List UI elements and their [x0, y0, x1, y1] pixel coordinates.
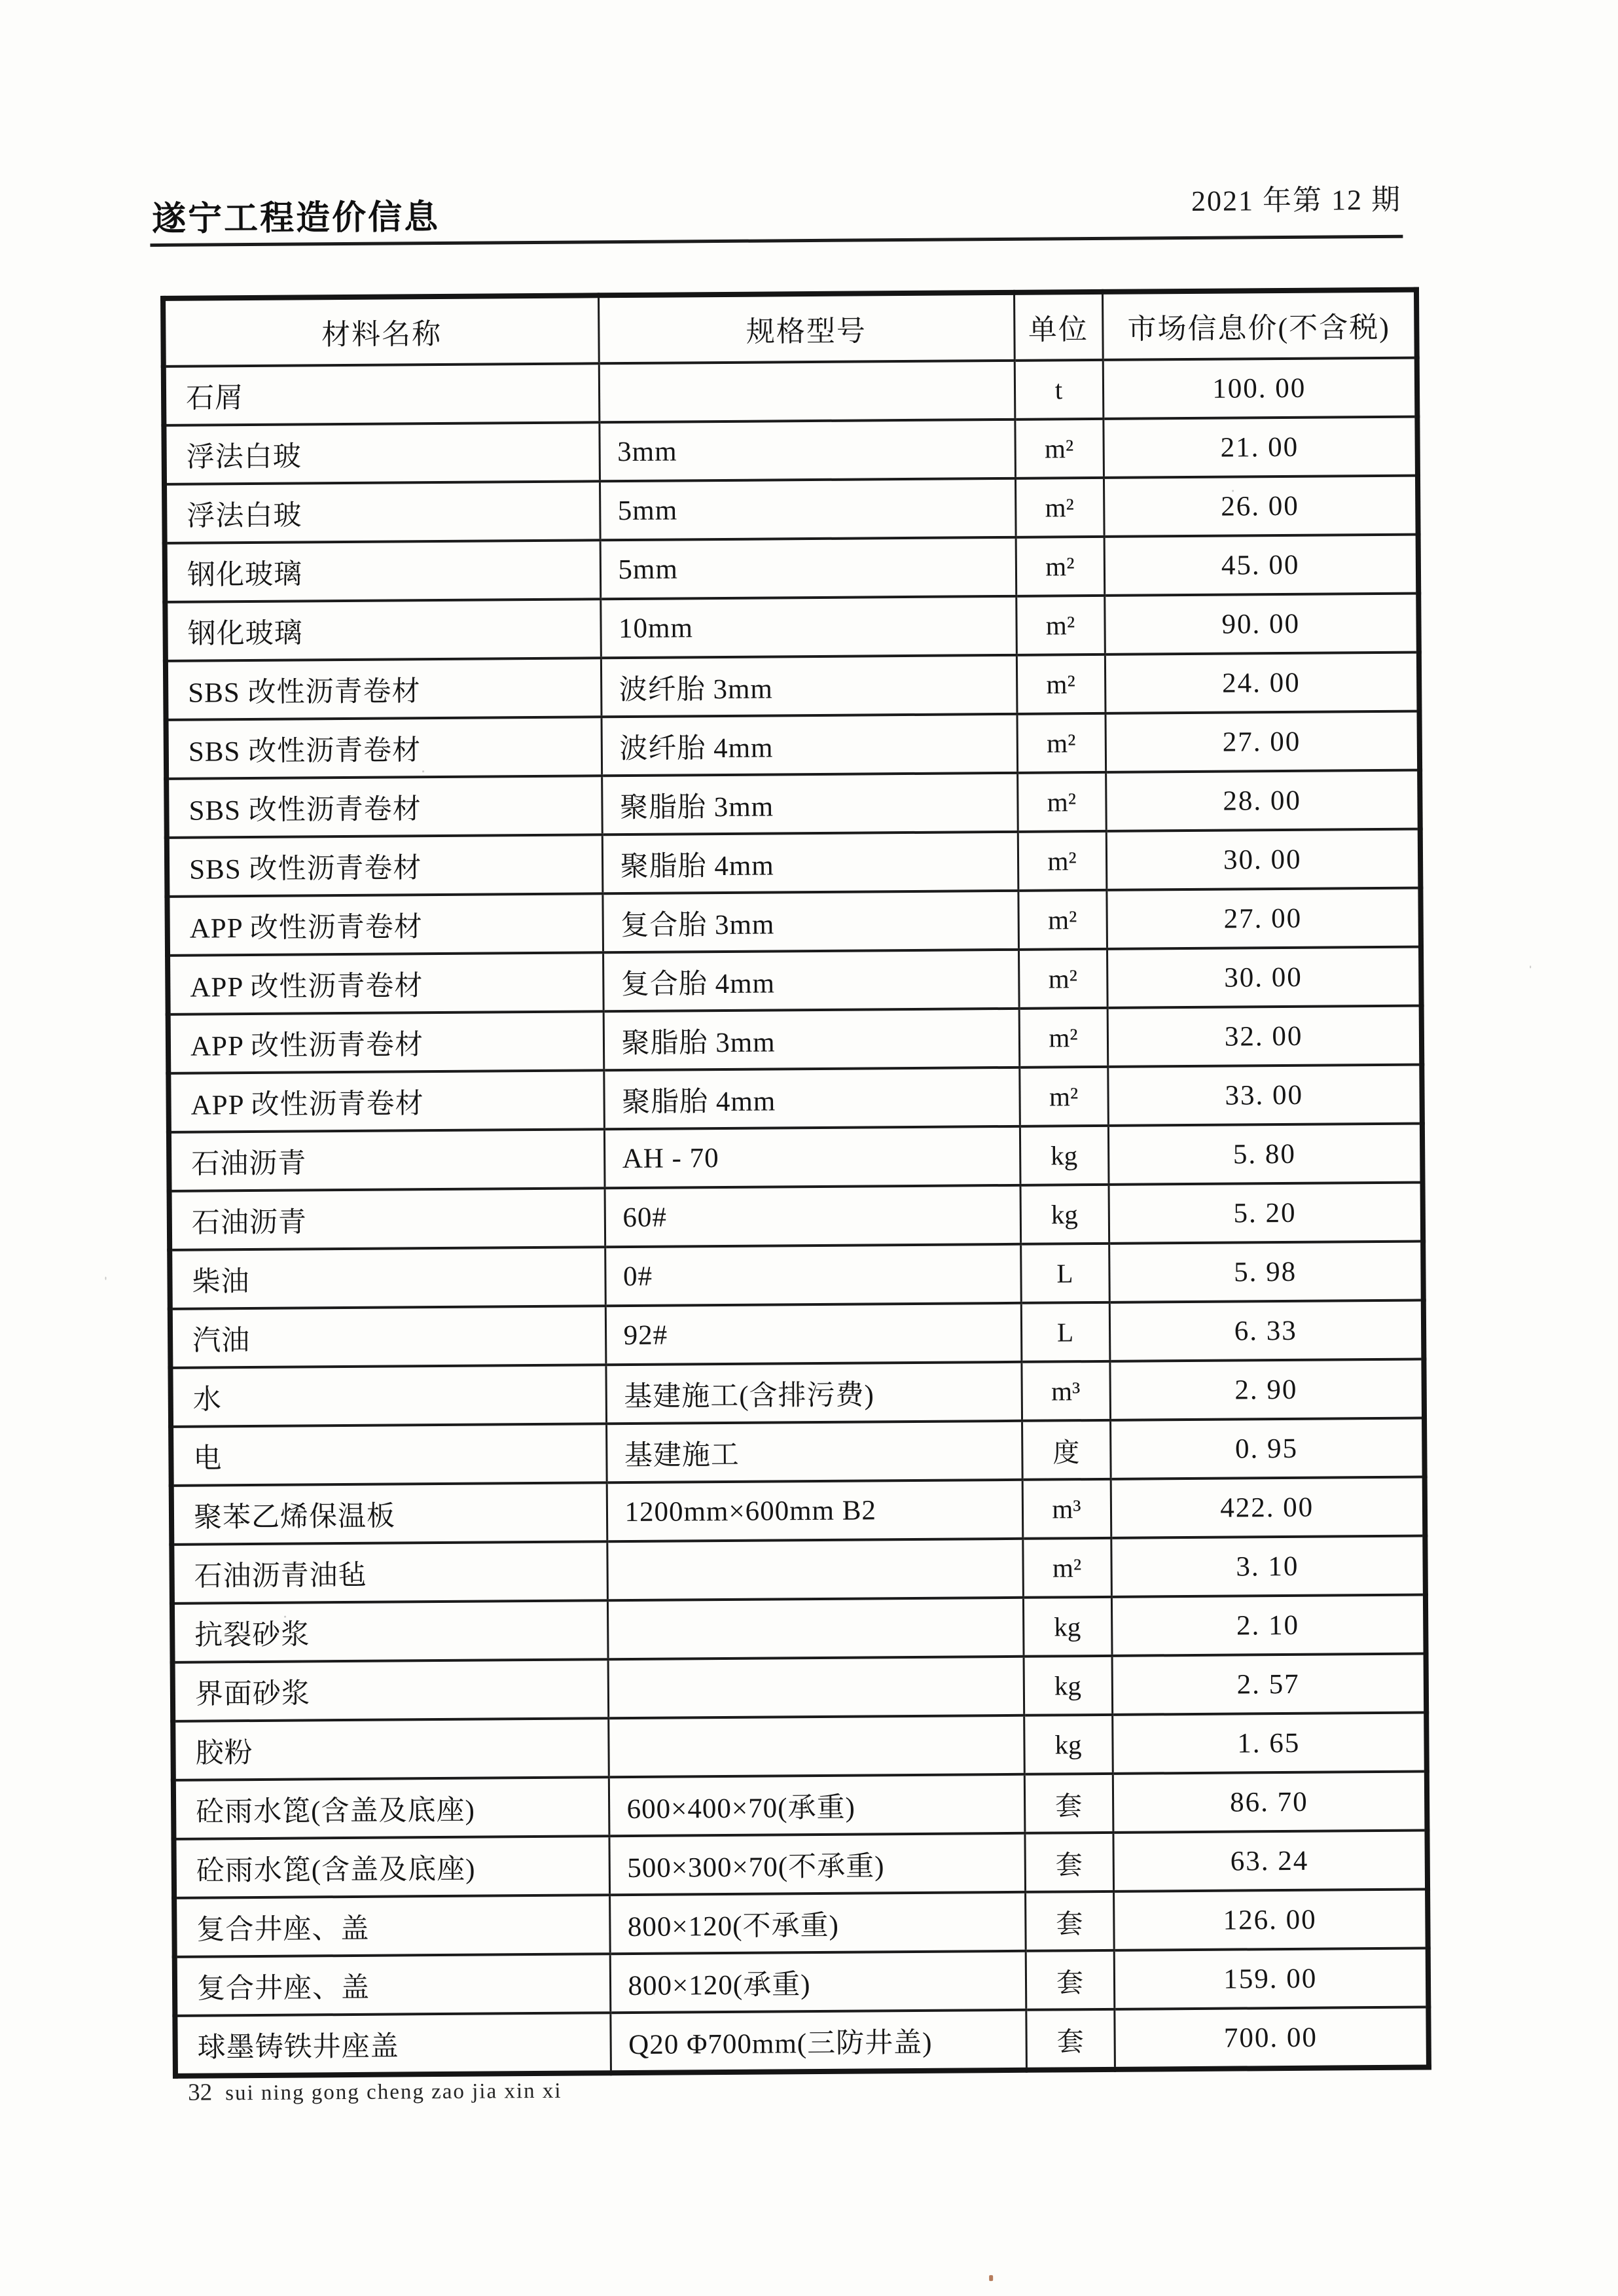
price-cell: 126. 00: [1113, 1890, 1428, 1950]
material-name-cell: 柴油: [170, 1247, 605, 1309]
table-row: [170, 1242, 1424, 1309]
unit-cell: m²: [1019, 1008, 1108, 1067]
unit-cell: m²: [1017, 772, 1106, 832]
spec-model-cell: 复合胎 4mm: [603, 950, 1019, 1011]
unit-cell: m²: [1015, 419, 1104, 478]
spec-model-cell: 500×300×70(不承重): [609, 1833, 1025, 1895]
spec-model-cell: 600×400×70(承重): [609, 1774, 1025, 1836]
price-cell: 2. 10: [1111, 1595, 1426, 1656]
table-row: [168, 1006, 1422, 1073]
spec-model-cell: 聚脂胎 3mm: [602, 773, 1018, 834]
material-name-cell: 浮法白玻: [164, 422, 600, 484]
unit-cell: kg: [1023, 1597, 1112, 1657]
material-name-cell: 石屑: [164, 363, 600, 425]
unit-cell: 套: [1026, 2009, 1115, 2070]
table-row: [171, 1536, 1426, 1604]
table-row: [166, 770, 1420, 838]
unit-cell: kg: [1024, 1656, 1113, 1715]
issue-number: 2021 年第 12 期: [1191, 183, 1402, 217]
table-row: [175, 1948, 1429, 2016]
spec-model-cell: 聚脂胎 4mm: [603, 1067, 1020, 1129]
unit-cell: m³: [1022, 1479, 1111, 1539]
material-name-cell: SBS 改性沥青卷材: [167, 834, 603, 897]
material-name-cell: 钢化玻璃: [165, 540, 601, 602]
spec-model-cell: 0#: [605, 1244, 1021, 1306]
price-cell: 159. 00: [1114, 1948, 1429, 2009]
unit-cell: 套: [1024, 1774, 1113, 1833]
material-name-cell: 浮法白玻: [164, 481, 600, 543]
unit-cell: m²: [1015, 478, 1104, 537]
table-row: [165, 535, 1419, 602]
table-row: [166, 711, 1420, 779]
table-row: [173, 1772, 1428, 1839]
price-cell: 27. 00: [1105, 711, 1420, 772]
price-cell: 21. 00: [1103, 417, 1418, 478]
table-row: [174, 1890, 1428, 1957]
unit-cell: 套: [1026, 1950, 1115, 2010]
unit-cell: m²: [1022, 1538, 1111, 1598]
table-body: [164, 358, 1429, 2076]
price-cell: 63. 24: [1113, 1831, 1428, 1892]
material-name-cell: 砼雨水箆(含盖及底座): [173, 1777, 609, 1839]
table-row: [171, 1477, 1426, 1545]
spec-model-cell: 3mm: [599, 420, 1015, 481]
column-header-spec-model: 规格型号: [598, 293, 1015, 363]
price-cell: 5. 20: [1109, 1183, 1424, 1244]
material-name-cell: 界面砂浆: [173, 1659, 609, 1721]
unit-cell: 套: [1025, 1892, 1114, 1951]
material-name-cell: 电: [171, 1424, 607, 1486]
spec-model-cell: AH - 70: [604, 1126, 1020, 1188]
spec-model-cell: 800×120(承重): [610, 1951, 1026, 2013]
price-cell: 33. 00: [1107, 1065, 1422, 1126]
spec-model-cell: 聚脂胎 3mm: [603, 1009, 1020, 1070]
scan-speck: [1530, 965, 1531, 968]
unit-cell: m³: [1021, 1361, 1110, 1421]
material-name-cell: 砼雨水箆(含盖及底座): [173, 1836, 609, 1898]
table-header-row: [163, 290, 1417, 367]
spec-model-cell: 波纤胎 4mm: [602, 714, 1018, 776]
material-name-cell: APP 改性沥青卷材: [168, 1011, 604, 1073]
table-row: [170, 1359, 1424, 1427]
unit-cell: kg: [1020, 1185, 1109, 1244]
material-name-cell: 汽油: [170, 1306, 606, 1368]
table-row: [168, 947, 1422, 1014]
scan-speck: [989, 2275, 993, 2281]
table-row: [164, 476, 1418, 543]
unit-cell: kg: [1020, 1126, 1109, 1185]
price-cell: 90. 00: [1104, 594, 1419, 655]
column-header-unit: 单位: [1014, 292, 1103, 361]
scan-speck: [422, 770, 424, 772]
material-name-cell: APP 改性沥青卷材: [167, 893, 603, 956]
unit-cell: m²: [1016, 655, 1106, 714]
spec-model-cell: [607, 1598, 1024, 1659]
price-cell: 30. 00: [1106, 829, 1421, 890]
price-cell: 28. 00: [1106, 770, 1420, 831]
spec-model-cell: 聚脂胎 4mm: [602, 832, 1018, 893]
unit-cell: m²: [1018, 949, 1107, 1009]
unit-cell: m²: [1018, 890, 1107, 950]
spec-model-cell: 1200mm×600mm B2: [607, 1480, 1023, 1541]
material-name-cell: 石油沥青油毡: [171, 1541, 607, 1604]
unit-cell: L: [1020, 1244, 1109, 1303]
table-row: [172, 1595, 1426, 1662]
price-cell: 700. 00: [1114, 2007, 1429, 2070]
spec-model-cell: 基建施工: [606, 1421, 1022, 1482]
table-row: [170, 1183, 1424, 1250]
table-row: [169, 1124, 1423, 1191]
material-name-cell: SBS 改性沥青卷材: [166, 776, 602, 838]
price-cell: 24. 00: [1105, 653, 1420, 713]
spec-model-cell: [608, 1715, 1024, 1777]
table-row: [167, 888, 1421, 956]
material-name-cell: 复合井座、盖: [174, 1895, 610, 1957]
unit-cell: m²: [1018, 831, 1107, 891]
column-header-market-price: 市场信息价(不含税): [1102, 290, 1417, 360]
unit-cell: L: [1021, 1302, 1110, 1362]
price-cell: 422. 00: [1111, 1477, 1426, 1538]
table-row: [167, 829, 1421, 897]
material-name-cell: 水: [170, 1365, 606, 1427]
price-cell: 26. 00: [1104, 476, 1418, 537]
price-cell: 30. 00: [1107, 947, 1422, 1008]
unit-cell: m²: [1016, 596, 1105, 655]
scan-speck: [653, 1993, 655, 1995]
table-row: [168, 1065, 1422, 1132]
material-name-cell: 球墨铸铁井座盖: [175, 2013, 611, 2076]
price-cell: 45. 00: [1104, 535, 1419, 596]
price-cell: 3. 10: [1111, 1536, 1426, 1597]
footer-pinyin: sui ning gong cheng zao jia xin xi: [225, 2079, 562, 2106]
spec-model-cell: [607, 1539, 1023, 1600]
unit-cell: kg: [1024, 1715, 1113, 1774]
spec-model-cell: 800×120(不承重): [609, 1892, 1026, 1954]
scan-speck: [105, 1277, 106, 1280]
price-cell: 5. 98: [1109, 1242, 1424, 1302]
material-name-cell: 钢化玻璃: [165, 599, 601, 661]
spec-model-cell: [608, 1657, 1024, 1718]
price-cell: 2. 57: [1112, 1654, 1427, 1715]
material-name-cell: APP 改性沥青卷材: [168, 1070, 604, 1132]
spec-model-cell: 92#: [605, 1303, 1022, 1365]
price-cell: 5. 80: [1108, 1124, 1423, 1185]
unit-cell: m²: [1019, 1067, 1108, 1126]
table-row: [166, 653, 1420, 720]
table-row: [173, 1713, 1427, 1780]
price-cell: 1. 65: [1112, 1713, 1427, 1774]
spec-model-cell: 基建施工(含排污费): [605, 1362, 1022, 1424]
unit-cell: m²: [1016, 537, 1105, 596]
unit-cell: t: [1015, 360, 1104, 420]
material-name-cell: 聚苯乙烯保温板: [171, 1482, 607, 1545]
table-row: [170, 1300, 1424, 1368]
spec-model-cell: [599, 361, 1015, 422]
unit-cell: 度: [1022, 1420, 1111, 1480]
material-name-cell: 石油沥青: [170, 1188, 605, 1250]
material-name-cell: 胶粉: [173, 1718, 609, 1780]
spec-model-cell: 5mm: [600, 537, 1016, 599]
material-name-cell: 复合井座、盖: [175, 1954, 611, 2016]
material-name-cell: SBS 改性沥青卷材: [166, 658, 602, 720]
unit-cell: m²: [1016, 713, 1106, 773]
price-cell: 27. 00: [1106, 888, 1421, 949]
scan-speck: [1232, 490, 1234, 492]
table-row: [164, 358, 1418, 425]
spec-model-cell: 10mm: [600, 596, 1016, 658]
price-cell: 100. 00: [1103, 358, 1418, 419]
table-row: [165, 594, 1419, 661]
price-cell: 2. 90: [1109, 1359, 1424, 1420]
spec-model-cell: 60#: [605, 1185, 1021, 1247]
material-name-cell: 石油沥青: [169, 1129, 605, 1191]
material-name-cell: APP 改性沥青卷材: [168, 952, 603, 1014]
spec-model-cell: 复合胎 3mm: [602, 891, 1018, 952]
scan-speck: [284, 1616, 286, 1618]
table-row: [173, 1831, 1428, 1898]
spec-model-cell: 5mm: [600, 478, 1016, 540]
price-cell: 6. 33: [1109, 1300, 1424, 1361]
table-row: [173, 1654, 1427, 1721]
table-row: [171, 1418, 1425, 1486]
unit-cell: 套: [1024, 1833, 1113, 1892]
page-footer: [188, 2076, 562, 2107]
spec-model-cell: Q20 Φ700mm(三防井盖): [610, 2010, 1026, 2073]
column-header-material-name: 材料名称: [163, 295, 599, 367]
price-cell: 0. 95: [1110, 1418, 1425, 1479]
price-cell: 86. 70: [1113, 1772, 1428, 1833]
material-price-table: [160, 287, 1431, 2079]
material-name-cell: SBS 改性沥青卷材: [166, 717, 602, 779]
price-cell: 32. 00: [1107, 1006, 1422, 1067]
page-number: 32: [188, 2079, 213, 2106]
table-row: [175, 2007, 1429, 2076]
publication-title: 遂宁工程造价信息: [151, 198, 440, 239]
table-row: [164, 417, 1418, 484]
material-name-cell: 抗裂砂浆: [172, 1600, 608, 1662]
spec-model-cell: 波纤胎 3mm: [601, 655, 1017, 717]
